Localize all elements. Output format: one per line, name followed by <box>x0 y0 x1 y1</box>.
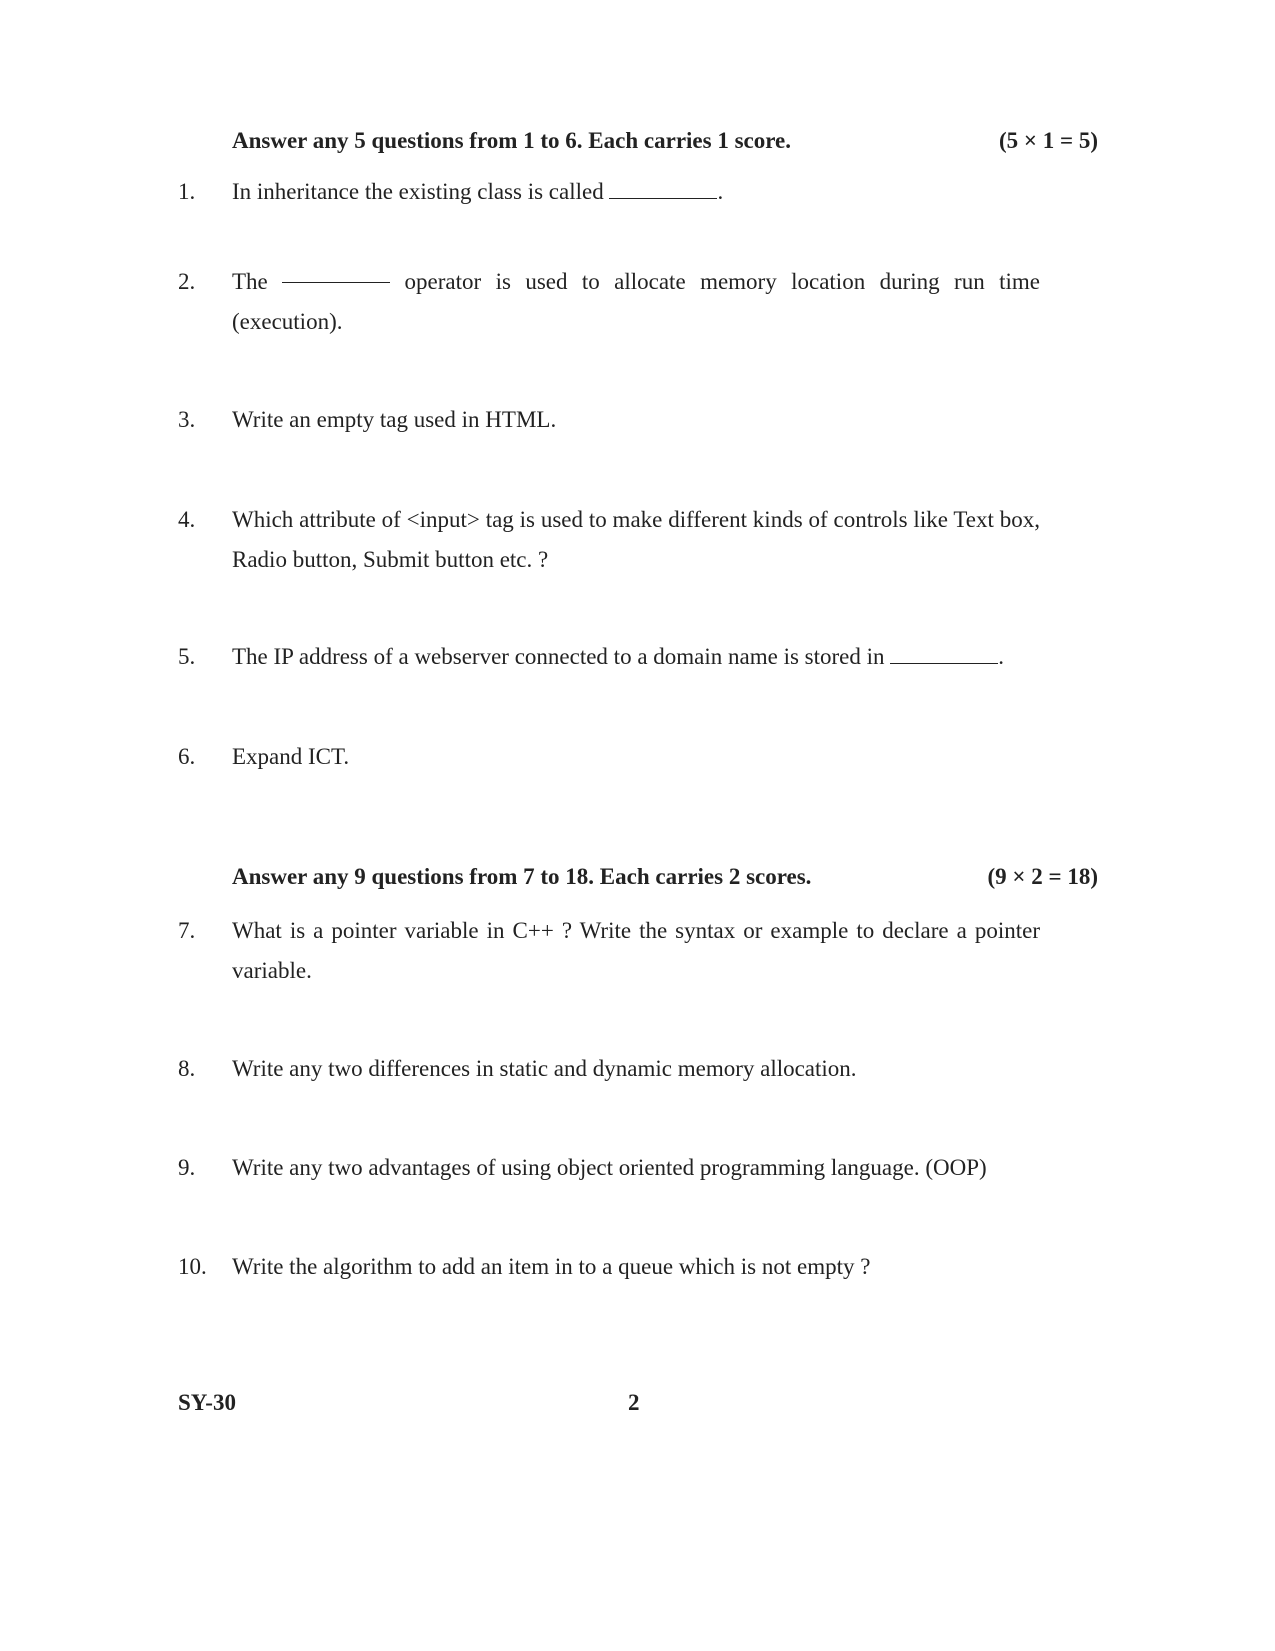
question-1 <box>178 172 1098 212</box>
question-number: 4. <box>178 507 196 532</box>
question-word: is <box>495 269 511 294</box>
answer-blank <box>282 262 390 283</box>
section-a-marks: (5 × 1 = 5) <box>998 128 1098 153</box>
question-text <box>232 172 1040 212</box>
question-text: Write an empty tag used in HTML. <box>232 407 557 432</box>
question-word: location <box>791 269 866 294</box>
question-text-line-1 <box>232 262 1040 302</box>
section-b-instruction: Answer any 9 questions from 7 to 18. Each carries 2 scores. <box>232 864 812 889</box>
question-5 <box>178 637 1098 677</box>
question-3 <box>178 400 1098 440</box>
question-word: memory <box>700 269 777 294</box>
question-word: operator <box>404 269 482 294</box>
question-text-line-2: (execution). <box>232 309 343 334</box>
footer-code: SY-30 <box>178 1390 236 1415</box>
question-text-before-blank: In inheritance the existing class is called <box>232 179 604 204</box>
question-text: Which attribute of <input> tag is used to make different kinds of controls like Text box, Radio button, Submit button etc. ? <box>232 507 1040 572</box>
question-text: What is a pointer variable in C++ ? Write the syntax or example to declare a pointer variable. <box>232 918 1040 983</box>
footer-page-number: 2 <box>628 1390 640 1415</box>
section-a-instruction: Answer any 5 questions from 1 to 6. Each carries 1 score. <box>232 128 791 153</box>
question-word: used <box>525 269 568 294</box>
question-word: to <box>581 269 600 294</box>
question-word: time <box>999 269 1040 294</box>
question-number: 9. <box>178 1155 196 1180</box>
question-number: 6. <box>178 744 196 769</box>
question-text: Expand ICT. <box>232 744 350 769</box>
question-number: 7. <box>178 918 196 943</box>
question-9 <box>178 1148 1098 1188</box>
question-text-after-blank: . <box>717 179 724 204</box>
question-number: 5. <box>178 644 196 669</box>
question-number: 1. <box>178 179 196 204</box>
question-number: 3. <box>178 407 196 432</box>
answer-blank <box>890 643 998 664</box>
section-b-marks: (9 × 2 = 18) <box>987 864 1098 889</box>
answer-blank <box>609 178 717 199</box>
question-word: during <box>879 269 940 294</box>
question-text: Write any two advantages of using object oriented programming language. (OOP) <box>232 1155 987 1180</box>
question-10 <box>178 1247 1098 1287</box>
question-4 <box>178 500 1098 580</box>
question-word: The <box>232 269 268 294</box>
question-8 <box>178 1049 1098 1089</box>
question-text: Write the algorithm to add an item in to a queue which is not empty ? <box>232 1254 871 1279</box>
question-text <box>232 637 1040 677</box>
question-7 <box>178 911 1098 991</box>
question-number: 2. <box>178 269 196 294</box>
question-text-after-blank: . <box>998 644 1005 669</box>
question-text: Write any two differences in static and dynamic memory allocation. <box>232 1056 857 1081</box>
question-number: 10. <box>178 1254 207 1279</box>
question-number: 8. <box>178 1056 196 1081</box>
question-text-before-blank: The IP address of a webserver connected to a domain name is stored in <box>232 644 885 669</box>
question-2 <box>178 262 1098 342</box>
question-word: run <box>954 269 985 294</box>
question-word: allocate <box>614 269 686 294</box>
question-6 <box>178 737 1098 777</box>
